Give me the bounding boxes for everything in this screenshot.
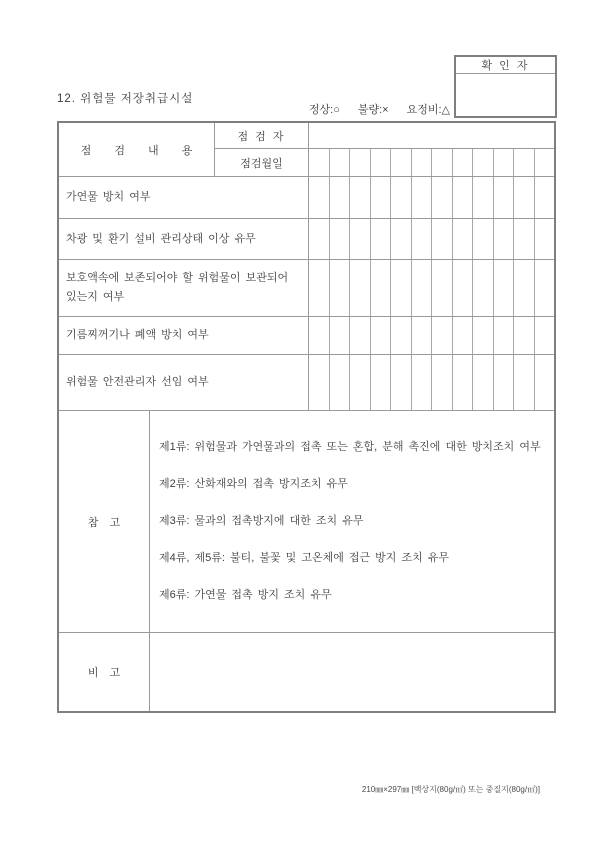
check-mark-cell[interactable] <box>432 317 453 354</box>
check-item-label: 보호액속에 보존되어야 할 위험물이 보관되어 있는지 여부 <box>59 260 309 316</box>
check-mark-cell[interactable] <box>453 149 474 176</box>
remarks-label: 비 고 <box>59 633 150 711</box>
check-mark-cell[interactable] <box>371 149 392 176</box>
check-mark-cell[interactable] <box>309 355 330 410</box>
legend-normal: 정상:○ <box>308 104 340 116</box>
check-mark-cell[interactable] <box>535 355 555 410</box>
check-mark-cell[interactable] <box>473 219 494 259</box>
check-mark-cell[interactable] <box>371 260 392 316</box>
check-mark-cell[interactable] <box>309 219 330 259</box>
check-mark-cell[interactable] <box>494 219 515 259</box>
check-mark-cell[interactable] <box>494 149 515 176</box>
header-date-label: 점검월일 <box>240 157 283 170</box>
reference-notes <box>150 411 554 632</box>
check-mark-cell[interactable] <box>309 260 330 316</box>
check-row <box>59 177 554 219</box>
table-header-row <box>59 123 554 177</box>
check-mark-cell[interactable] <box>412 317 433 354</box>
legend-defective: 불량:× <box>357 104 389 116</box>
confirmer-box <box>454 55 557 118</box>
check-mark-cell[interactable] <box>473 260 494 316</box>
check-mark-cell[interactable] <box>514 355 535 410</box>
check-mark-cell[interactable] <box>350 317 371 354</box>
check-mark-cell[interactable] <box>330 260 351 316</box>
reference-note: 제6류: 가연물 접촉 방지 조치 유무 <box>159 589 332 601</box>
check-mark-cell[interactable] <box>453 260 474 316</box>
reference-row <box>59 411 554 633</box>
check-mark-cell[interactable] <box>412 177 433 218</box>
check-mark-cell[interactable] <box>330 149 351 176</box>
check-mark-cell[interactable] <box>432 355 453 410</box>
reference-note: 제3류: 물과의 접촉방지에 대한 조치 유무 <box>159 515 364 527</box>
check-mark-cell[interactable] <box>432 260 453 316</box>
inspector-fill-cell[interactable] <box>309 123 554 149</box>
check-mark-cell[interactable] <box>494 355 515 410</box>
check-row <box>59 355 554 411</box>
confirmer-signature-area[interactable] <box>456 74 555 116</box>
check-mark-cell[interactable] <box>391 219 412 259</box>
reference-note: 제4류, 제5류: 불티, 불꽃 및 고온체에 접근 방지 조치 유무 <box>159 552 450 564</box>
legend-needs-repair: 요정비:△ <box>406 104 450 116</box>
check-mark-cell[interactable] <box>330 317 351 354</box>
check-mark-cell[interactable] <box>494 260 515 316</box>
check-mark-cell[interactable] <box>473 177 494 218</box>
check-mark-cell[interactable] <box>535 149 555 176</box>
check-cell-strip <box>309 355 554 410</box>
remarks-row <box>59 633 554 711</box>
check-row <box>59 219 554 260</box>
check-item-label: 차광 및 환기 설비 관리상태 이상 유무 <box>59 219 309 259</box>
inspection-table <box>57 121 556 713</box>
check-mark-cell[interactable] <box>412 260 433 316</box>
check-mark-cell[interactable] <box>309 149 330 176</box>
check-row <box>59 317 554 355</box>
check-cell-strip <box>309 317 554 354</box>
check-mark-cell[interactable] <box>371 355 392 410</box>
check-mark-cell[interactable] <box>453 317 474 354</box>
check-mark-cell[interactable] <box>330 219 351 259</box>
header-mid-column <box>215 123 309 176</box>
check-mark-cell[interactable] <box>473 355 494 410</box>
reference-note: 제2류: 산화재와의 접촉 방지조치 유무 <box>159 478 348 490</box>
check-mark-cell[interactable] <box>453 177 474 218</box>
check-mark-cell[interactable] <box>514 149 535 176</box>
check-mark-cell[interactable] <box>535 177 555 218</box>
check-mark-cell[interactable] <box>412 219 433 259</box>
check-mark-cell[interactable] <box>391 149 412 176</box>
check-mark-cell[interactable] <box>494 177 515 218</box>
remarks-fill-area[interactable] <box>150 633 554 711</box>
check-mark-cell[interactable] <box>412 149 433 176</box>
check-mark-cell[interactable] <box>535 260 555 316</box>
check-mark-cell[interactable] <box>391 317 412 354</box>
check-mark-cell[interactable] <box>330 177 351 218</box>
check-mark-cell[interactable] <box>350 355 371 410</box>
check-mark-cell[interactable] <box>371 317 392 354</box>
page-title: 12. 위험물 저장취급시설 <box>57 93 194 105</box>
check-mark-cell[interactable] <box>391 355 412 410</box>
check-mark-cell[interactable] <box>412 355 433 410</box>
date-cell-strip <box>309 149 554 176</box>
check-mark-cell[interactable] <box>391 177 412 218</box>
check-mark-cell[interactable] <box>350 149 371 176</box>
check-mark-cell[interactable] <box>350 260 371 316</box>
check-mark-cell[interactable] <box>535 219 555 259</box>
check-mark-cell[interactable] <box>514 219 535 259</box>
reference-label: 참 고 <box>59 411 150 632</box>
check-mark-cell[interactable] <box>350 219 371 259</box>
check-mark-cell[interactable] <box>453 219 474 259</box>
check-item-label: 가연물 방치 여부 <box>59 177 309 218</box>
check-mark-cell[interactable] <box>330 355 351 410</box>
check-mark-cell[interactable] <box>309 317 330 354</box>
reference-note: 제1류: 위험물과 가연물과의 접촉 또는 혼합, 분해 촉진에 대한 방치조치 여부 <box>159 441 541 453</box>
check-mark-cell[interactable] <box>309 177 330 218</box>
check-mark-cell[interactable] <box>494 317 515 354</box>
paper-spec-footer: 210㎜×297㎜ [백상지(80g/㎡) 또는 중질지(80g/㎡)] <box>361 785 540 794</box>
check-mark-cell[interactable] <box>432 149 453 176</box>
check-cell-strip <box>309 177 554 218</box>
check-row <box>59 260 554 317</box>
header-inspector-label: 점 검 자 <box>215 123 308 149</box>
check-mark-cell[interactable] <box>453 355 474 410</box>
check-mark-cell[interactable] <box>350 177 371 218</box>
check-mark-cell[interactable] <box>514 260 535 316</box>
header-content-label: 점 검 내 용 <box>59 123 215 176</box>
check-mark-cell[interactable] <box>432 177 453 218</box>
check-mark-cell[interactable] <box>391 260 412 316</box>
check-mark-cell[interactable] <box>371 177 392 218</box>
check-mark-cell[interactable] <box>473 149 494 176</box>
check-mark-cell[interactable] <box>514 177 535 218</box>
check-mark-cell[interactable] <box>473 317 494 354</box>
check-cell-strip <box>309 260 554 316</box>
check-cell-strip <box>309 219 554 259</box>
confirmer-box-title: 확 인 자 <box>456 57 555 74</box>
check-item-label: 기름찌꺼기나 폐액 방치 여부 <box>59 317 309 354</box>
status-legend <box>309 101 450 117</box>
check-item-label: 위험물 안전관리자 선임 여부 <box>59 355 309 410</box>
check-mark-cell[interactable] <box>535 317 555 354</box>
check-mark-cell[interactable] <box>371 219 392 259</box>
check-mark-cell[interactable] <box>432 219 453 259</box>
header-right-area <box>309 123 554 176</box>
check-mark-cell[interactable] <box>514 317 535 354</box>
